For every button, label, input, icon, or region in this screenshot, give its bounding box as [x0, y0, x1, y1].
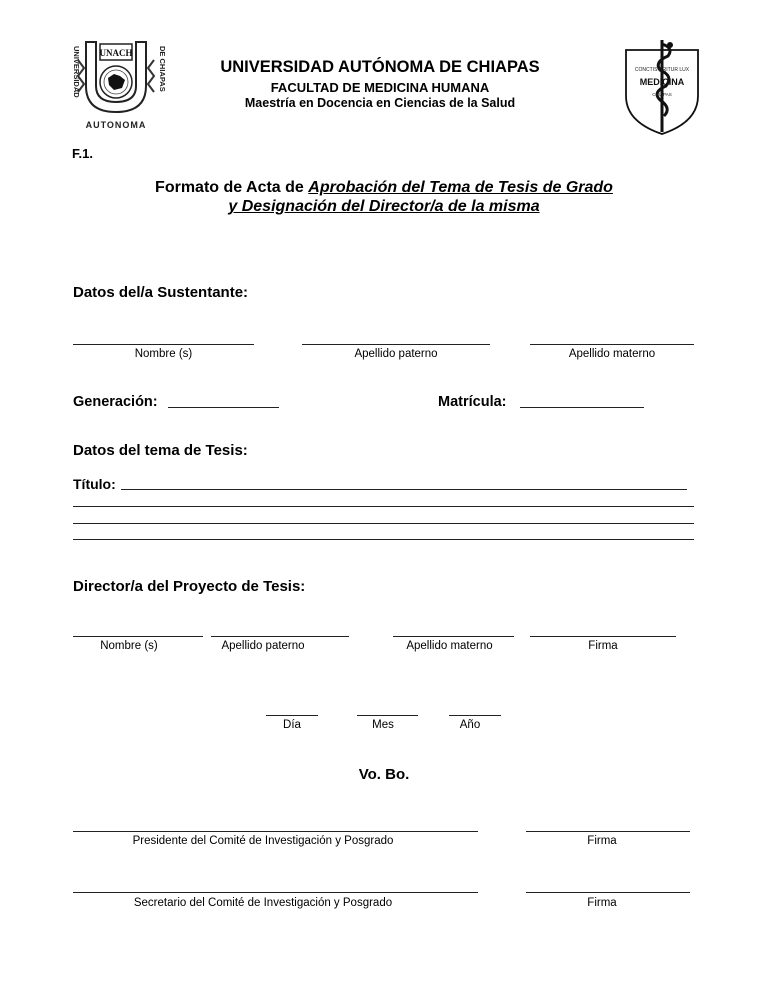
student-paternal-surname-field[interactable]: [302, 344, 490, 345]
student-maternal-surname-label: Apellido materno: [568, 348, 656, 360]
student-name-label: Nombre (s): [134, 348, 193, 360]
student-paternal-surname-label: Apellido paterno: [354, 348, 438, 360]
president-role-label: Presidente del Comité de Investigación y Posgrado: [132, 835, 394, 847]
director-name-label: Nombre (s): [100, 640, 158, 652]
svg-text:UNACH: UNACH: [99, 48, 133, 58]
thesis-title-line-2[interactable]: [73, 506, 694, 507]
secretary-signature-field[interactable]: [526, 892, 690, 893]
director-name-field[interactable]: [73, 636, 203, 637]
thesis-title-line-1[interactable]: [121, 489, 687, 490]
title-emphasis-line2: y Designación del Director/a de la misma: [228, 198, 540, 215]
president-signature-label: Firma: [587, 835, 617, 847]
generation-label: Generación:: [73, 394, 158, 410]
day-field[interactable]: [266, 715, 318, 716]
generation-field[interactable]: [168, 407, 279, 408]
caduceus-shield-icon: [622, 36, 702, 136]
secretary-name-field[interactable]: [73, 892, 478, 893]
director-maternal-surname-field[interactable]: [393, 636, 514, 637]
student-maternal-surname-field[interactable]: [530, 344, 694, 345]
director-paternal-surname-field[interactable]: [211, 636, 349, 637]
svg-text:DE CHIAPAS: DE CHIAPAS: [158, 46, 167, 92]
matricula-label: Matrícula:: [438, 394, 507, 410]
faculty-name: FACULTAD DE MEDICINA HUMANA: [270, 80, 490, 95]
thesis-title-label: Título:: [73, 476, 116, 492]
president-signature-field[interactable]: [526, 831, 690, 832]
svg-text:MEDICINA: MEDICINA: [639, 77, 685, 87]
svg-text:CONCTIS ORITUR LUX: CONCTIS ORITUR LUX: [634, 67, 690, 73]
student-section-heading: Datos del/a Sustentante:: [73, 284, 249, 301]
svg-text:UNIVERSIDAD: UNIVERSIDAD: [72, 46, 81, 98]
year-label: Año: [459, 719, 481, 731]
matricula-field[interactable]: [520, 407, 644, 408]
month-label: Mes: [372, 719, 394, 731]
university-name: UNIVERSIDAD AUTÓNOMA DE CHIAPAS: [220, 58, 540, 76]
thesis-title-line-3[interactable]: [73, 523, 694, 524]
approval-heading: Vo. Bo.: [358, 766, 410, 783]
thesis-title-line-4[interactable]: [73, 539, 694, 540]
program-name: Maestría en Docencia en Ciencias de la Salud: [244, 96, 516, 110]
thesis-section-heading: Datos del tema de Tesis:: [73, 442, 248, 459]
year-field[interactable]: [449, 715, 501, 716]
director-signature-label: Firma: [588, 640, 618, 652]
unach-crest-icon: [64, 38, 168, 132]
day-label: Día: [283, 719, 301, 731]
title-emphasis-line1: Aprobación del Tema de Tesis de Grado: [308, 179, 613, 196]
director-section-heading: Director/a del Proyecto de Tesis:: [73, 578, 306, 595]
medicine-logo: [622, 36, 702, 136]
document-title: [60, 178, 708, 216]
title-prefix: Formato de Acta de: [155, 179, 309, 196]
secretary-role-label: Secretario del Comité de Investigación y Posgrado: [133, 897, 393, 909]
president-name-field[interactable]: [73, 831, 478, 832]
director-paternal-surname-label: Apellido paterno: [221, 640, 305, 652]
director-maternal-surname-label: Apellido materno: [406, 640, 493, 652]
secretary-signature-label: Firma: [587, 897, 617, 909]
svg-text:AUTONOMA: AUTONOMA: [85, 120, 147, 130]
student-name-field[interactable]: [73, 344, 254, 345]
form-code: F.1.: [72, 146, 93, 161]
unach-logo: [64, 38, 168, 132]
director-signature-field[interactable]: [530, 636, 676, 637]
svg-text:CHIAPAS: CHIAPAS: [652, 92, 672, 97]
month-field[interactable]: [357, 715, 418, 716]
